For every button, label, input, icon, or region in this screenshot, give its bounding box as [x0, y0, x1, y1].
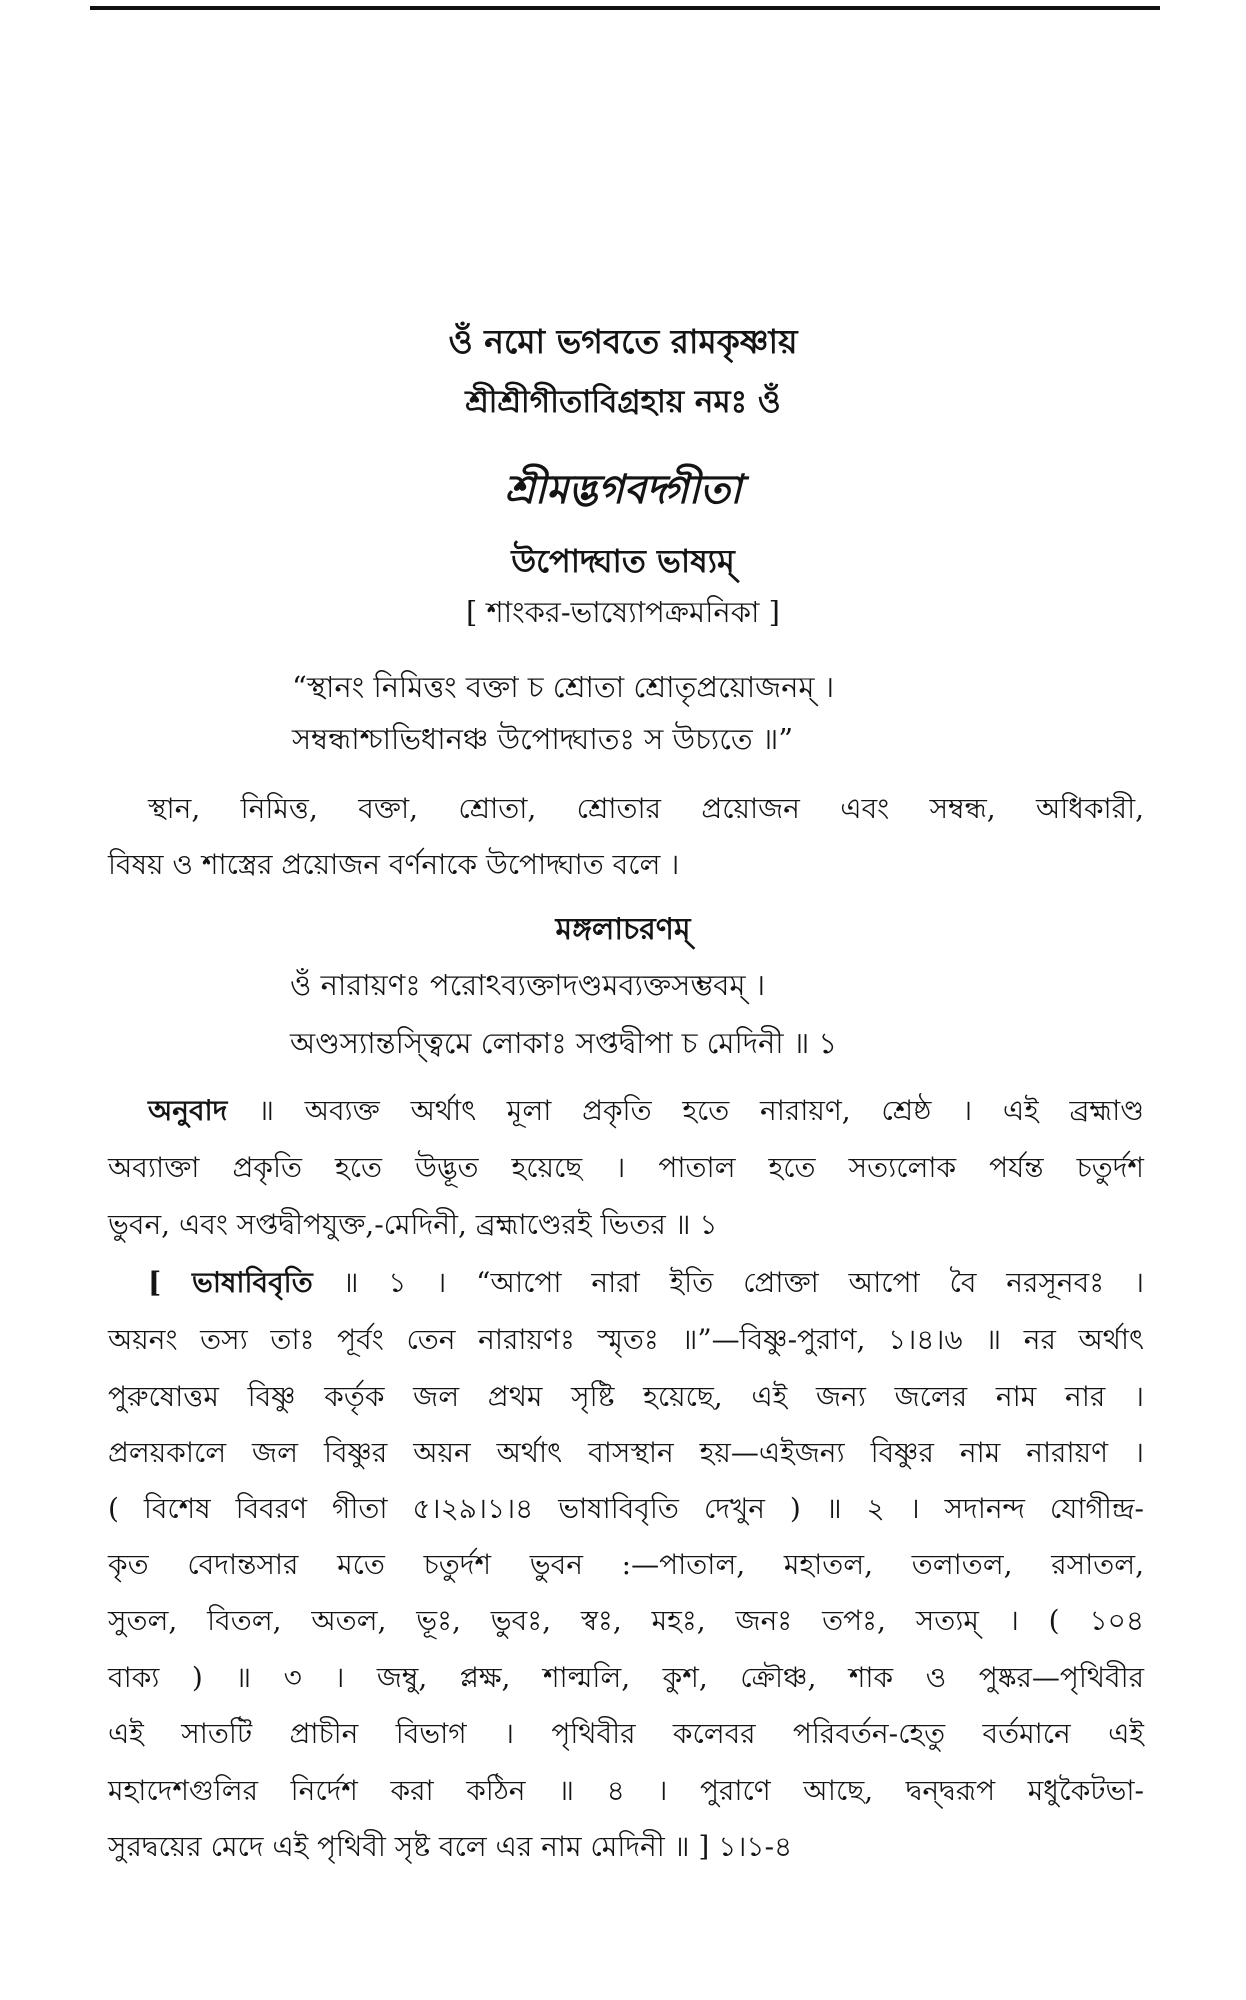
commentary-line-8: বাক্য ) ॥ ৩ । জম্বু, প্লক্ষ, শাল্মলি, কুশ, ক্রৌঞ্চ, শাক ও পুষ্কর—পৃথিবীর [108, 1661, 1144, 1694]
translation-line-1 [148, 1094, 1144, 1128]
commentary-line-4: প্রলয়কালে জল বিষ্ণুর অয়ন অর্থাৎ বাসস্থান হয়—এইজন্য বিষ্ণুর নাম নারায়ণ । [108, 1436, 1144, 1469]
translation-line-3: ভুবন, এবং সপ্তদ্বীপযুক্ত,-মেদিনী, ব্রহ্মাণ্ডেরই ভিতর ॥ ১ [108, 1208, 718, 1241]
page-title: শ্রীমদ্ভগবদ্গীতা [504, 466, 742, 513]
section-heading: মঙ্গলাচরণম্ [555, 912, 691, 947]
commentary-line-3: পুরুষোত্তম বিষ্ণু কর্তৃক জল প্রথম সৃষ্টি হয়েছে, এই জন্য জলের নাম নার । [108, 1380, 1144, 1413]
mangala-verse-line-1: ওঁ নারায়ণঃ পরোঽব্যক্তাদণ্ডমব্যক্তসম্ভবম্ । [290, 968, 766, 1002]
top-border-rule [90, 6, 1160, 10]
commentary-label: [ ভাষাবিবৃতি [148, 1266, 313, 1299]
invocation-line-1: ওঁ নমো ভগবতে রামকৃষ্ণায় [448, 322, 798, 361]
subtitle-note: [ শাংকর-ভাষ্যোপক্রমনিকা ] [466, 595, 780, 629]
commentary-line-7: সুতল, বিতল, অতল, ভূঃ, ভুবঃ, স্বঃ, মহঃ, জনঃ তপঃ, সত্যম্ । ( ১০৪ [108, 1604, 1144, 1637]
invocation-line-2: শ্রীশ্রীগীতাবিগ্রহায় নমঃ ওঁ [465, 384, 781, 420]
page-subtitle: উপোদ্ঘাত ভাষ্যম্ [511, 542, 735, 580]
commentary-text-1: ॥ ১ । “আপো নারা ইতি প্রোক্তা আপো বৈ নরসূনবঃ । [342, 1266, 1145, 1299]
commentary-line-1 [148, 1266, 1144, 1300]
commentary-line-9: এই সাতটি প্রাচীন বিভাগ । পৃথিবীর কলেবর পরিবর্তন-হেতু বর্তমানে এই [108, 1717, 1144, 1750]
commentary-line-6: কৃত বেদান্তসার মতে চতুর্দশ ভুবন :—পাতাল, মহাতল, তলাতল, রসাতল, [108, 1548, 1144, 1581]
commentary-line-2: অয়নং তস্য তাঃ পূর্বং তেন নারায়ণঃ স্মৃতঃ ॥”—বিষ্ণু-পুরাণ, ১।৪।৬ ॥ নর অর্থাৎ [108, 1323, 1144, 1356]
translation-label: অনুবাদ [148, 1094, 228, 1127]
commentary-line-11: সুরদ্বয়ের মেদে এই পৃথিবী সৃষ্ট বলে এর নাম মেদিনী ॥ ] ১।১-৪ [108, 1830, 793, 1863]
intro-verse-line-1: “স্থানং নিমিত্তং বক্তা চ শ্রোতা শ্রোতৃপ্রয়োজনম্ । [292, 670, 835, 704]
intro-paragraph-line-2: বিষয় ও শাস্ত্রের প্রয়োজন বর্ণনাকে উপোদ্ঘাত বলে । [108, 848, 680, 881]
intro-paragraph-line-1: স্থান, নিমিত্ত, বক্তা, শ্রোতা, শ্রোতার প্রয়োজন এবং সম্বন্ধ, অধিকারী, [148, 792, 1144, 825]
translation-line-2: অব্যাক্তা প্রকৃতি হতে উদ্ভূত হয়েছে । পাতাল হতে সত্যলোক পর্যন্ত চতুর্দশ [108, 1151, 1144, 1184]
commentary-line-5: ( বিশেষ বিবরণ গীতা ৫।২৯।১।৪ ভাষাবিবৃতি দেখুন ) ॥ ২ । সদানন্দ যোগীন্দ্র- [108, 1492, 1144, 1525]
commentary-line-10: মহাদেশগুলির নির্দেশ করা কঠিন ॥ ৪ । পুরাণে আছে, দ্বন্দ্বরূপ মধুকৈটভা- [108, 1774, 1144, 1807]
intro-verse-line-2: সম্বন্ধাশ্চাভিধানঞ্চ উপোদ্ঘাতঃ স উচ্যতে ॥” [292, 722, 794, 756]
translation-text-1: ॥ অব্যক্ত অর্থাৎ মূলা প্রকৃতি হতে নারায়ণ, শ্রেষ্ঠ । এই ব্রহ্মাণ্ড [258, 1094, 1145, 1127]
mangala-verse-line-2: অণ্ডস্যান্তস্ত্বিমে লোকাঃ সপ্তদ্বীপা চ মেদিনী ॥ ১ [290, 1026, 838, 1060]
